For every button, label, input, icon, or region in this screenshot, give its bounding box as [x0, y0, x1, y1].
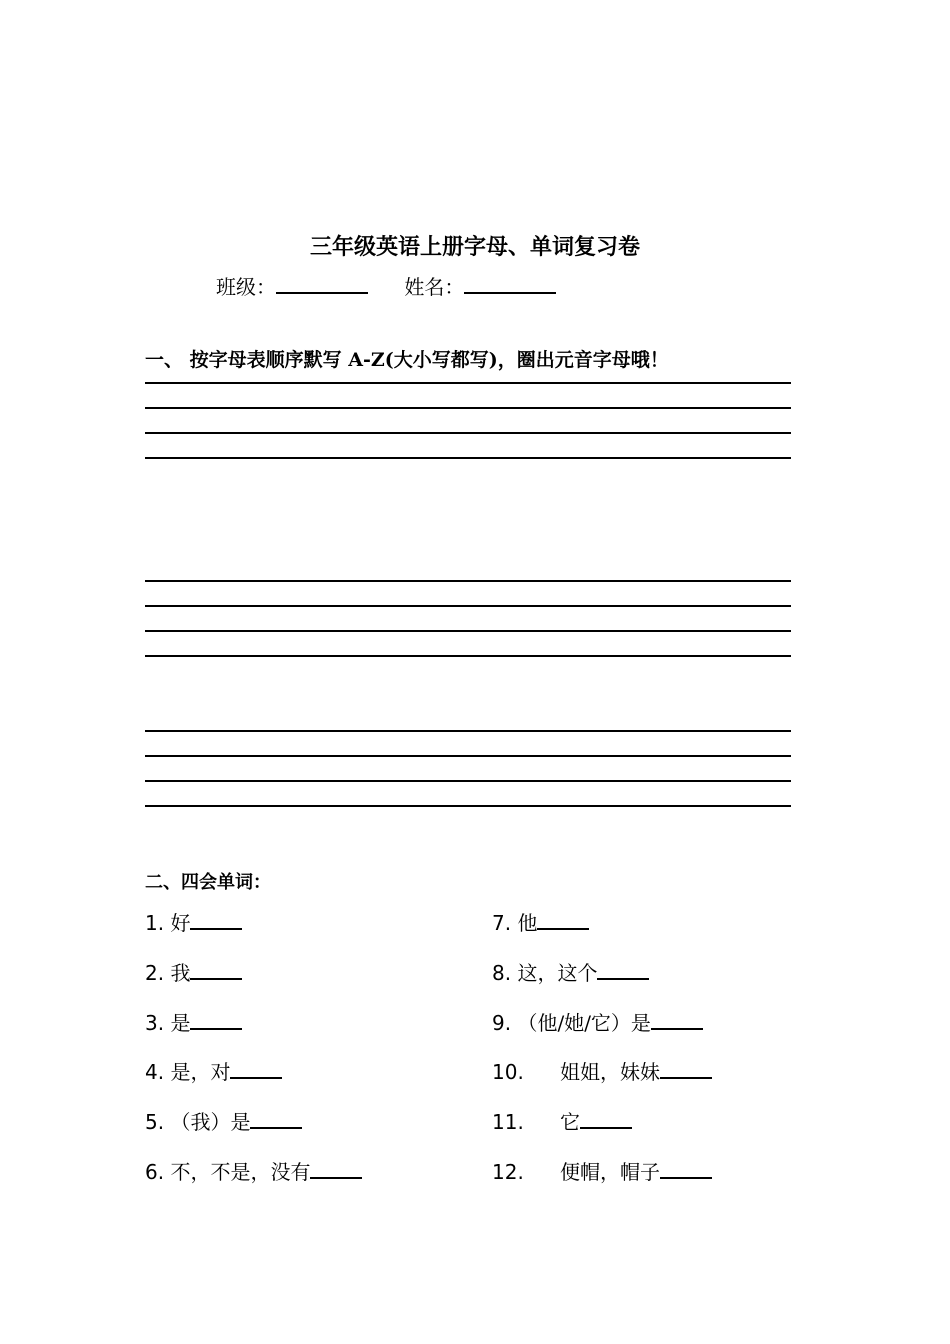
writing-line[interactable] [145, 457, 791, 459]
answer-blank[interactable] [660, 1055, 712, 1079]
writing-line[interactable] [145, 780, 791, 782]
vocab-item [145, 956, 242, 989]
writing-line[interactable] [145, 605, 791, 607]
item-meaning: 便帽，帽子 [560, 1160, 660, 1184]
vocab-item [145, 1105, 302, 1138]
answer-blank[interactable] [190, 906, 242, 930]
vocab-item [492, 1105, 632, 1138]
answer-blank[interactable] [310, 1155, 362, 1179]
writing-line[interactable] [145, 730, 791, 732]
vocab-item [145, 1006, 242, 1039]
section-one-heading: 一、 按字母表顺序默写 A-Z(大小写都写)，圈出元音字母哦！ [145, 349, 669, 371]
vocab-item [492, 1155, 712, 1188]
answer-blank[interactable] [250, 1105, 302, 1129]
writing-line[interactable] [145, 655, 791, 657]
answer-blank[interactable] [537, 906, 589, 930]
answer-blank[interactable] [190, 1006, 242, 1030]
writing-line[interactable] [145, 382, 791, 384]
name-blank[interactable] [464, 270, 556, 294]
vocab-item [145, 1155, 362, 1188]
vocab-item [145, 906, 242, 939]
item-number: 2. [145, 961, 165, 985]
item-meaning: 好 [164, 911, 191, 935]
item-number: 11. [492, 1110, 524, 1134]
writing-line[interactable] [145, 432, 791, 434]
answer-blank[interactable] [660, 1155, 712, 1179]
item-number: 9. [492, 1011, 512, 1035]
page-title: 三年级英语上册字母、单词复习卷 [309, 235, 640, 260]
item-number: 10. [492, 1060, 524, 1084]
vocab-item [145, 1055, 282, 1088]
item-meaning: 它 [560, 1110, 580, 1134]
item-number: 8. [492, 961, 512, 985]
answer-blank[interactable] [230, 1055, 282, 1079]
vocab-item [492, 1006, 703, 1039]
item-number: 1. [145, 911, 165, 935]
item-meaning: （他/她/它）是 [511, 1011, 651, 1035]
writing-line[interactable] [145, 755, 791, 757]
item-number: 4. [145, 1060, 165, 1084]
item-meaning: 是 [164, 1011, 191, 1035]
class-label: 班级： [216, 275, 276, 299]
vocab-item [492, 956, 649, 989]
item-meaning: （我）是 [164, 1110, 251, 1134]
item-number: 6. [145, 1160, 165, 1184]
item-meaning: 姐姐，妹妹 [560, 1060, 660, 1084]
name-label: 姓名： [404, 275, 465, 299]
item-number: 3. [145, 1011, 165, 1035]
section-two-heading: 二、四会单词： [145, 872, 271, 893]
answer-blank[interactable] [651, 1006, 703, 1030]
item-number: 5. [145, 1110, 165, 1134]
item-number: 12. [492, 1160, 524, 1184]
answer-blank[interactable] [597, 956, 649, 980]
writing-line[interactable] [145, 407, 791, 409]
item-meaning: 是，对 [164, 1060, 231, 1084]
writing-line[interactable] [145, 630, 791, 632]
vocab-item [492, 906, 589, 939]
item-number: 7. [492, 911, 512, 935]
class-blank[interactable] [276, 270, 368, 294]
student-info-row [216, 270, 586, 303]
writing-line[interactable] [145, 580, 791, 582]
item-meaning: 不，不是，没有 [164, 1160, 311, 1184]
vocab-item [492, 1055, 712, 1088]
writing-line[interactable] [145, 805, 791, 807]
answer-blank[interactable] [580, 1105, 632, 1129]
item-meaning: 他 [511, 911, 538, 935]
item-meaning: 这，这个 [511, 961, 598, 985]
item-meaning: 我 [164, 961, 191, 985]
answer-blank[interactable] [190, 956, 242, 980]
